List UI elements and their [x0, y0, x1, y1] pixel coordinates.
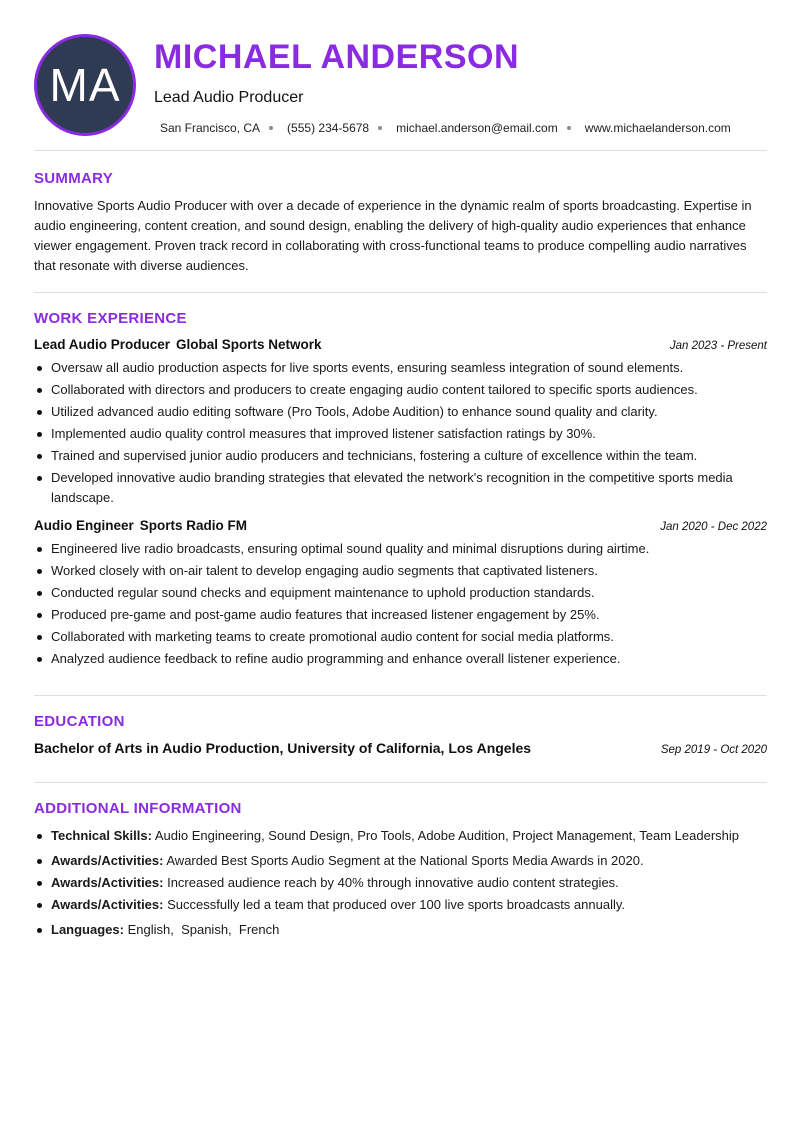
job-entry	[34, 337, 767, 508]
job-company: Global Sports Network	[176, 337, 322, 352]
section-title-work-experience: WORK EXPERIENCE	[34, 310, 187, 327]
info-value: Awarded Best Sports Audio Segment at the National Sports Media Awards in 2020.	[166, 853, 644, 868]
job-entry	[34, 518, 767, 669]
contact-website[interactable]: www.michaelanderson.com	[584, 121, 731, 135]
bullet-separator-icon	[567, 126, 571, 130]
job-header	[34, 337, 767, 352]
list-item	[34, 873, 767, 893]
section-title-additional-information: ADDITIONAL INFORMATION	[34, 800, 242, 817]
list-item: Collaborated with marketing teams to create promotional audio content for social media platforms.	[34, 627, 767, 647]
contact-info	[160, 121, 731, 135]
additional-information-section	[34, 783, 767, 952]
info-value: English, Spanish, French	[127, 922, 280, 937]
list-item	[34, 826, 767, 846]
info-label: Technical Skills:	[51, 828, 152, 843]
section-title-summary: SUMMARY	[34, 170, 114, 187]
bullet-separator-icon	[378, 126, 382, 130]
additional-info-list	[34, 826, 767, 940]
list-item: Worked closely with on-air talent to develop engaging audio segments that captivated listeners.	[34, 561, 767, 581]
summary-section	[34, 151, 767, 293]
resume-header	[34, 0, 767, 151]
info-label: Languages:	[51, 922, 124, 937]
list-item: Produced pre-game and post-game audio features that increased listener engagement by 25%.	[34, 605, 767, 625]
summary-text: Innovative Sports Audio Producer with over a decade of experience in the dynamic realm of sports broadcasting. Expertise in audio engineering, content creation, and sound design, enabling the delivery of high-quality audio experiences that enhance viewer engagement. Proven track record in collaborating with cross-functional teams to produce compelling audio narratives that resonate with diverse audiences.	[34, 198, 752, 273]
avatar-initials: MA	[49, 59, 121, 111]
contact-phone: (555) 234-5678	[287, 121, 370, 135]
info-value: Successfully led a team that produced over 100 live sports broadcasts annually.	[167, 897, 625, 912]
list-item: Engineered live radio broadcasts, ensuring optimal sound quality and minimal disruptions during airtime.	[34, 539, 767, 559]
education-dates: Sep 2019 - Oct 2020	[660, 744, 767, 756]
list-item	[34, 920, 767, 940]
info-label: Awards/Activities:	[51, 875, 164, 890]
info-value: Increased audience reach by 40% through innovative audio content strategies.	[167, 875, 619, 890]
work-experience-section	[34, 293, 767, 696]
job-header	[34, 518, 767, 533]
list-item: Collaborated with directors and producers to create engaging audio content tailored to specific sports audiences.	[34, 380, 767, 400]
education-degree: Bachelor of Arts in Audio Production, University of California, Los Angeles	[34, 740, 532, 756]
job-title	[34, 337, 322, 352]
job-bullets	[34, 539, 767, 669]
job-bullets	[34, 358, 767, 508]
list-item: Conducted regular sound checks and equipment maintenance to uphold production standards.	[34, 583, 767, 603]
list-item	[34, 895, 767, 915]
bullet-separator-icon	[269, 126, 273, 130]
section-title-education: EDUCATION	[34, 713, 125, 730]
list-item	[34, 851, 767, 871]
info-label: Awards/Activities:	[51, 897, 164, 912]
avatar	[34, 34, 136, 136]
contact-location: San Francisco, CA	[160, 121, 261, 135]
list-item: Oversaw all audio production aspects for live sports events, ensuring seamless integration of sound elements.	[34, 358, 767, 378]
list-item: Implemented audio quality control measures that improved listener satisfaction ratings by 30%.	[34, 424, 767, 444]
list-item: Analyzed audience feedback to refine audio programming and enhance overall listener experience.	[34, 649, 767, 669]
education-section	[34, 696, 767, 783]
list-item: Developed innovative audio branding strategies that elevated the network's recognition in the competitive sports media landscape.	[34, 468, 767, 508]
job-role: Audio Engineer	[34, 518, 134, 533]
job-role: Lead Audio Producer	[34, 337, 171, 352]
candidate-role: Lead Audio Producer	[154, 89, 304, 106]
job-title	[34, 518, 247, 533]
info-label: Awards/Activities:	[51, 853, 164, 868]
info-value: Audio Engineering, Sound Design, Pro Tools, Adobe Audition, Project Management, Team Leadership	[154, 828, 740, 843]
contact-email[interactable]: michael.anderson@email.com	[396, 121, 558, 135]
list-item: Trained and supervised junior audio producers and technicians, fostering a culture of excellence within the team.	[34, 446, 767, 466]
job-dates: Jan 2020 - Dec 2022	[660, 521, 767, 533]
job-company: Sports Radio FM	[139, 518, 248, 533]
job-dates: Jan 2023 - Present	[669, 340, 767, 352]
education-entry	[34, 740, 767, 756]
list-item: Utilized advanced audio editing software (Pro Tools, Adobe Audition) to enhance sound quality and clarity.	[34, 402, 767, 422]
candidate-name: MICHAEL ANDERSON	[154, 38, 520, 76]
